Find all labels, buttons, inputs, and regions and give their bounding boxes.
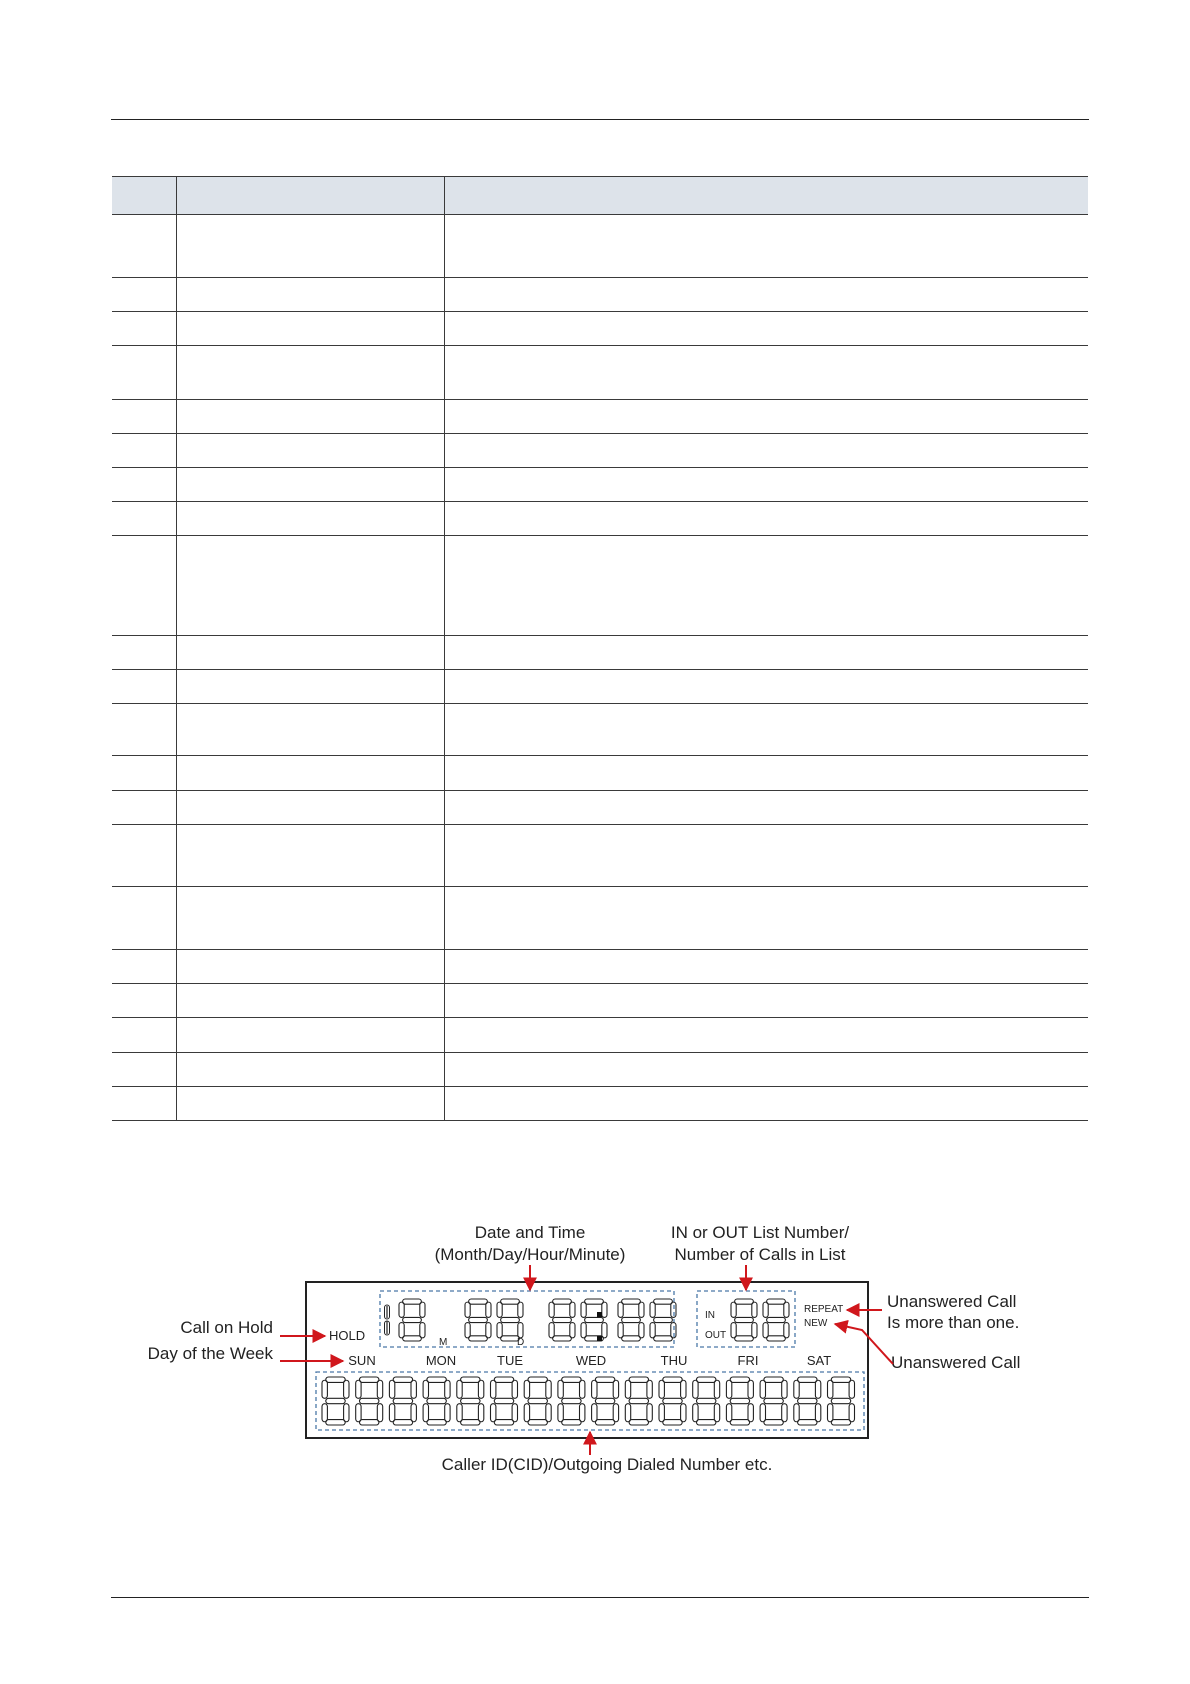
cell-description	[444, 278, 1088, 312]
table-row	[112, 215, 1088, 278]
lcd-digit	[497, 1299, 523, 1341]
lcd-digit	[558, 1377, 585, 1425]
colon-dot-upper	[597, 1312, 602, 1317]
lcd-month-marker: M	[439, 1337, 448, 1348]
cell-no	[112, 825, 176, 887]
cell-no	[112, 278, 176, 312]
footer-rule	[111, 1597, 1089, 1598]
lcd-digit	[549, 1299, 575, 1341]
label-call-on-hold: Call on Hold	[180, 1318, 273, 1337]
cell-no	[112, 791, 176, 825]
cell-description	[444, 312, 1088, 346]
cell-no	[112, 670, 176, 704]
lcd-day-marker: D	[517, 1337, 525, 1348]
cell-item	[176, 756, 444, 791]
table-header-row	[112, 177, 1088, 215]
lcd-hold-indicator: HOLD	[329, 1328, 366, 1343]
lcd-digit	[389, 1377, 416, 1425]
cell-item	[176, 984, 444, 1018]
cell-item	[176, 825, 444, 887]
cell-item	[176, 215, 444, 278]
cell-no	[112, 756, 176, 791]
lcd-digit	[322, 1377, 349, 1425]
label-caller-id: Caller ID(CID)/Outgoing Dialed Number etc.	[441, 1455, 773, 1474]
table-row	[112, 791, 1088, 825]
table-row	[112, 825, 1088, 887]
lcd-digit	[760, 1377, 787, 1425]
lcd-digit	[592, 1377, 619, 1425]
lcd-day-sat: SAT	[806, 1353, 832, 1368]
cell-description	[444, 791, 1088, 825]
cell-description	[444, 346, 1088, 400]
table-row	[112, 704, 1088, 756]
table-row	[112, 1053, 1088, 1087]
label-date-time-line1: Date and Time	[474, 1223, 586, 1242]
cell-no	[112, 1018, 176, 1053]
cell-no	[112, 1053, 176, 1087]
label-unanswered-multi-line1: Unanswered Call	[887, 1292, 1017, 1311]
lcd-day-tue: TUE	[497, 1353, 523, 1368]
cell-item	[176, 636, 444, 670]
arrow-new	[835, 1324, 893, 1364]
cell-description	[444, 950, 1088, 984]
cell-item	[176, 400, 444, 434]
cell-no	[112, 704, 176, 756]
cell-no	[112, 984, 176, 1018]
cell-description	[444, 536, 1088, 636]
cell-item	[176, 536, 444, 636]
cell-no	[112, 502, 176, 536]
lcd-day-mon: MON	[425, 1353, 457, 1368]
cell-no	[112, 400, 176, 434]
cell-item	[176, 887, 444, 950]
cell-no	[112, 468, 176, 502]
table-row	[112, 400, 1088, 434]
cell-item	[176, 312, 444, 346]
cell-description	[444, 215, 1088, 278]
colon-dot-lower	[597, 1336, 602, 1341]
cell-item	[176, 1018, 444, 1053]
cell-description	[444, 756, 1088, 791]
lcd-out-indicator: OUT	[705, 1330, 727, 1341]
lcd-digit	[491, 1377, 518, 1425]
lcd-repeat-indicator: REPEAT	[804, 1304, 844, 1315]
label-list-number-line2: Number of Calls in List	[674, 1245, 846, 1264]
lcd-in-indicator: IN	[705, 1310, 715, 1321]
header-cell-item	[176, 177, 444, 215]
caller-id-digits	[322, 1377, 855, 1425]
lcd-digit	[731, 1299, 757, 1341]
header-cell-description	[444, 177, 1088, 215]
lcd-digit	[693, 1377, 720, 1425]
cell-item	[176, 791, 444, 825]
cell-no	[112, 636, 176, 670]
table-row	[112, 312, 1088, 346]
lcd-digit	[726, 1377, 753, 1425]
lcd-digit	[763, 1299, 789, 1341]
label-day-of-week: Day of the Week	[147, 1344, 273, 1363]
header-cell-no	[112, 177, 176, 215]
cell-description	[444, 502, 1088, 536]
cell-no	[112, 346, 176, 400]
cell-description	[444, 984, 1088, 1018]
table-row	[112, 536, 1088, 636]
lcd-digit	[423, 1377, 450, 1425]
table-row	[112, 434, 1088, 468]
header-rule	[111, 119, 1089, 120]
lcd-digit	[618, 1299, 644, 1341]
lcd-digit	[399, 1299, 425, 1341]
cell-description	[444, 400, 1088, 434]
table-row	[112, 756, 1088, 791]
cell-no	[112, 1087, 176, 1121]
lcd-display-figure	[0, 1200, 1190, 1500]
cell-no	[112, 434, 176, 468]
lcd-digit	[524, 1377, 551, 1425]
cell-no	[112, 950, 176, 984]
lcd-day-thu: THU	[660, 1353, 688, 1368]
table-row	[112, 468, 1088, 502]
cell-item	[176, 346, 444, 400]
cell-description	[444, 434, 1088, 468]
cell-description	[444, 825, 1088, 887]
cell-no	[112, 215, 176, 278]
lcd-day-fri: FRI	[737, 1353, 759, 1368]
list-number-digits	[731, 1299, 789, 1341]
table-row	[112, 278, 1088, 312]
cell-item	[176, 1053, 444, 1087]
cell-no	[112, 312, 176, 346]
lcd-digit	[659, 1377, 686, 1425]
label-unanswered-multi-line2: Is more than one.	[887, 1313, 1020, 1332]
lcd-day-sun: SUN	[348, 1353, 376, 1368]
cell-item	[176, 670, 444, 704]
lcd-digit	[581, 1299, 607, 1341]
label-unanswered-call: Unanswered Call	[891, 1353, 1021, 1372]
label-date-time-line2: (Month/Day/Hour/Minute)	[434, 1245, 626, 1264]
table-row	[112, 984, 1088, 1018]
table-row	[112, 887, 1088, 950]
lcd-digit	[356, 1377, 383, 1425]
cell-item	[176, 502, 444, 536]
lcd-digit	[457, 1377, 484, 1425]
cell-description	[444, 1018, 1088, 1053]
key-table	[112, 176, 1088, 1121]
cell-description	[444, 1087, 1088, 1121]
label-list-number-line1: IN or OUT List Number/	[670, 1223, 850, 1242]
cell-description	[444, 636, 1088, 670]
table-row	[112, 1087, 1088, 1121]
cell-item	[176, 950, 444, 984]
lcd-new-indicator: NEW	[804, 1318, 828, 1329]
table-row	[112, 950, 1088, 984]
date-time-digits	[385, 1299, 677, 1341]
lcd-digit	[465, 1299, 491, 1341]
cell-item	[176, 1087, 444, 1121]
lcd-digit	[794, 1377, 821, 1425]
cell-item	[176, 704, 444, 756]
cell-no	[112, 536, 176, 636]
table-row	[112, 636, 1088, 670]
lcd-digit	[650, 1299, 676, 1341]
table-row	[112, 1018, 1088, 1053]
cell-description	[444, 468, 1088, 502]
table-row	[112, 670, 1088, 704]
lcd-day-wed: WED	[575, 1353, 607, 1368]
cell-item	[176, 278, 444, 312]
table-row	[112, 502, 1088, 536]
lcd-digit	[828, 1377, 855, 1425]
cell-no	[112, 887, 176, 950]
lcd-digit	[625, 1377, 652, 1425]
lcd-digit-leading-one	[385, 1305, 390, 1335]
table-row	[112, 346, 1088, 400]
cell-item	[176, 468, 444, 502]
cell-item	[176, 434, 444, 468]
cell-description	[444, 670, 1088, 704]
cell-description	[444, 1053, 1088, 1087]
cell-description	[444, 704, 1088, 756]
cell-description	[444, 887, 1088, 950]
